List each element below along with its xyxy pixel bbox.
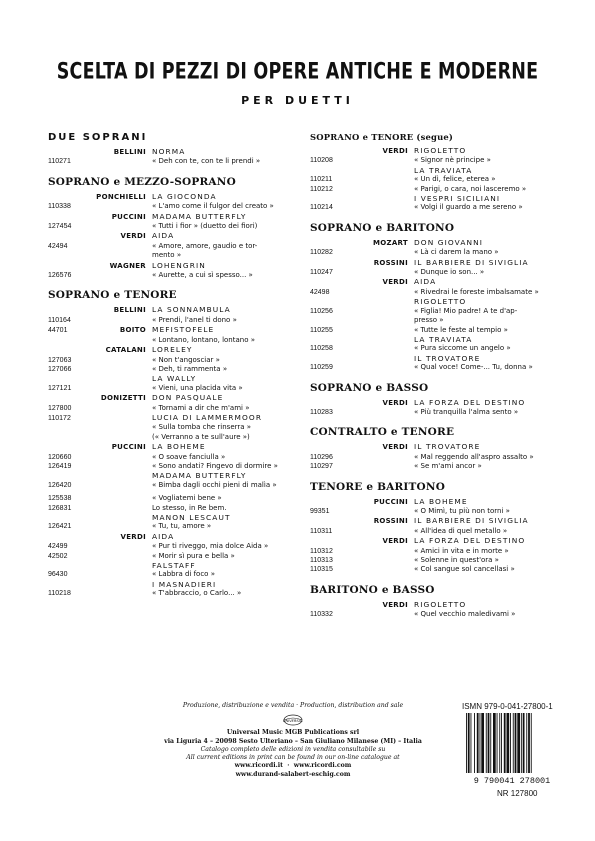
piece-title: « Signor nè principe » xyxy=(414,156,491,165)
opera-title: MADAMA BUTTERFLY xyxy=(152,471,247,481)
piece-row xyxy=(310,203,555,212)
composer-name: VERDI xyxy=(120,532,146,541)
piece-title: « Vieni, una placida vita » xyxy=(152,383,243,392)
piece-title: « Deh con te, con te li prendi » xyxy=(152,157,261,166)
piece-title: « Volgi il guardo a me sereno » xyxy=(414,203,523,212)
production-line: Produzione, distribuzione e vendita · Production, distribution and sale xyxy=(182,702,404,709)
catalog-number: 96430 xyxy=(48,571,68,579)
catalog-number: 110338 xyxy=(48,203,71,211)
piece-row xyxy=(48,365,288,374)
piece-title: « Morir sì pura e bella » xyxy=(152,551,235,560)
piece-title: « Quel vecchio maledivami » xyxy=(414,610,516,619)
opera-row xyxy=(48,513,288,522)
opera-title: LA BOHEME xyxy=(414,496,468,506)
catalog-number: 110311 xyxy=(310,527,333,535)
section-heading: SOPRANO e TENORE (segue) xyxy=(310,132,454,142)
section-heading: SOPRANO e BASSO xyxy=(310,381,429,394)
opera-title: IL BARBIERE DI SIVIGLIA xyxy=(414,257,529,267)
right-column xyxy=(310,128,555,620)
section-heading: SOPRANO e TENORE xyxy=(48,289,177,302)
catalog-number: 42499 xyxy=(48,543,68,551)
catalog-number: 110332 xyxy=(310,611,333,619)
catalog-number: 110313 xyxy=(310,557,333,564)
piece-row xyxy=(310,363,555,372)
catalog-number: 42498 xyxy=(310,288,330,296)
piece-row xyxy=(48,433,288,442)
page-subtitle: PER DUETTI xyxy=(241,94,354,107)
catalog-number: 110256 xyxy=(310,307,333,315)
opera-row xyxy=(48,471,288,480)
piece-title: « Deh, ti rammenta » xyxy=(152,364,228,373)
piece-row xyxy=(48,271,288,280)
opera-title: AIDA xyxy=(152,531,175,541)
piece-title: « L'amo come il fulgor del creato » xyxy=(152,202,274,211)
opera-row xyxy=(48,345,288,355)
opera-title: IL TROVATORE xyxy=(414,442,481,452)
opera-title: LORELEY xyxy=(152,345,193,355)
catalog-number: 127454 xyxy=(48,223,72,231)
opera-title: RIGOLETTO xyxy=(414,297,467,307)
piece-title: « Sulla tomba che rinserra » xyxy=(152,423,252,432)
piece-row xyxy=(310,453,555,462)
piece-row xyxy=(310,185,555,194)
catalog-number: 110164 xyxy=(48,316,71,324)
piece-row xyxy=(48,504,288,513)
opera-title: MEFISTOFELE xyxy=(152,325,215,335)
composer-name: DONIZETTI xyxy=(100,394,146,403)
composer-name: PUCCINI xyxy=(373,497,408,506)
opera-title: LA SONNAMBULA xyxy=(152,305,231,315)
barcode-icon xyxy=(462,713,562,785)
opera-title: LA BOHEME xyxy=(152,442,206,452)
piece-title: « Pura siccome un angelo » xyxy=(414,344,511,353)
ismn-code: ISMN 979-0-041-27800-1 xyxy=(462,702,553,711)
piece-row xyxy=(310,565,555,574)
piece-title: « All'idea di quel metallo » xyxy=(414,526,508,535)
catalog-number: 110315 xyxy=(310,566,333,574)
piece-title: « Parigi, o cara, noi lasceremo » xyxy=(414,184,527,193)
catalog-italian: Catalogo completo delle edizioni in vendita consultabile su xyxy=(200,745,386,753)
section-heading: TENORE e BARITONO xyxy=(310,480,446,493)
opera-row xyxy=(310,398,555,408)
piece-row xyxy=(48,589,288,598)
piece-title: « O soave fanciulla » xyxy=(152,452,226,461)
piece-row xyxy=(310,547,555,556)
opera-row xyxy=(310,536,555,546)
opera-row xyxy=(310,297,555,306)
composer-name: CATALANI xyxy=(105,346,146,355)
catalog-number: 110211 xyxy=(310,176,333,184)
piece-title: mento » xyxy=(152,251,182,260)
website-ricordi-com[interactable]: www.ricordi.com xyxy=(293,762,352,770)
piece-row xyxy=(310,527,555,536)
catalog-number: 127063 xyxy=(48,356,72,364)
opera-row xyxy=(48,580,288,589)
catalog-number: 110214 xyxy=(310,204,333,212)
opera-title: RIGOLETTO xyxy=(414,599,467,609)
piece-row xyxy=(310,556,555,565)
section-heading: SOPRANO e BARITONO xyxy=(310,221,455,234)
piece-row xyxy=(310,156,555,165)
piece-row xyxy=(48,316,288,325)
opera-title: I VESPRI SICILIANI xyxy=(414,194,501,204)
opera-row xyxy=(310,277,555,287)
catalog-number: 99351 xyxy=(310,507,330,515)
piece-row xyxy=(48,222,288,231)
opera-title: DON GIOVANNI xyxy=(414,237,484,247)
catalog-number: 110312 xyxy=(310,547,333,555)
opera-title: LA TRAVIATA xyxy=(414,165,473,175)
catalog-number: 126831 xyxy=(48,504,72,512)
piece-row xyxy=(48,462,288,471)
opera-row xyxy=(48,212,288,222)
opera-row xyxy=(310,194,555,203)
piece-title: « Tutti i fior » (duetto dei fiori) xyxy=(152,222,258,231)
publisher-address: via Liguria 4 – 20098 Sesto Ulteriano – San Giuliano Milanese (MI) – Italia xyxy=(164,737,422,745)
catalog-number: 126576 xyxy=(48,272,72,280)
opera-row xyxy=(48,442,288,452)
composer-name: VERDI xyxy=(120,232,146,241)
piece-row xyxy=(48,384,288,393)
piece-row xyxy=(48,157,288,166)
piece-title: (« Verranno a te sull'aure ») xyxy=(152,432,250,441)
piece-title: presso » xyxy=(414,316,444,325)
opera-row xyxy=(310,354,555,363)
piece-title: « Aurette, a cui sì spesso... » xyxy=(152,271,253,280)
catalog-number: 110259 xyxy=(310,364,333,372)
composer-name: PUCCINI xyxy=(111,443,146,452)
opera-title: NORMA xyxy=(152,147,186,156)
catalog-number: 42494 xyxy=(48,242,68,250)
piece-title: « Non t'angosciar » xyxy=(152,355,220,364)
piece-title: « Bimba dagli occhi pieni di malìa » xyxy=(152,480,277,489)
catalog-number: 110282 xyxy=(310,249,333,257)
composer-name: VERDI xyxy=(382,398,408,407)
opera-row xyxy=(48,261,288,271)
opera-title: LUCIA DI LAMMERMOOR xyxy=(152,412,263,422)
piece-row xyxy=(48,522,288,531)
publisher-name: Universal Music MGB Publications srl xyxy=(226,729,360,737)
piece-row xyxy=(310,610,555,619)
piece-row xyxy=(48,251,288,260)
opera-row xyxy=(48,393,288,403)
catalog-number: 127121 xyxy=(48,384,72,392)
piece-title: « Prendi, l'anel ti dono » xyxy=(152,315,237,324)
piece-title: « Labbra di foco » xyxy=(152,570,215,579)
section-heading: SOPRANO e MEZZO-SOPRANO xyxy=(48,175,236,188)
piece-title: « Col sangue sol cancellasi » xyxy=(414,565,515,574)
opera-title: LA FORZA DEL DESTINO xyxy=(414,536,526,546)
piece-row xyxy=(310,175,555,184)
opera-row xyxy=(310,516,555,526)
left-column xyxy=(48,128,288,599)
opera-row xyxy=(310,600,555,610)
piece-title: « Lontano, lontano, lontano » xyxy=(152,335,256,344)
piece-row xyxy=(48,552,288,561)
piece-title: « Tu, tu, amore » xyxy=(152,522,212,531)
piece-title: Lo stesso, in Re bem. xyxy=(152,503,227,512)
composer-name: VERDI xyxy=(382,278,408,287)
catalog-number: 110255 xyxy=(310,326,333,334)
piece-title: « Là ci darem la mano » xyxy=(414,248,499,257)
piece-title: « Vogliatemi bene » xyxy=(152,494,222,503)
piece-row xyxy=(48,242,288,251)
opera-title: LA GIOCONDA xyxy=(152,191,217,201)
publisher-footer xyxy=(148,702,438,779)
catalog-number: 120660 xyxy=(48,453,72,461)
piece-row xyxy=(48,356,288,365)
piece-row xyxy=(310,316,555,325)
composer-name: BELLINI xyxy=(113,306,146,315)
opera-row xyxy=(310,497,555,507)
opera-row xyxy=(48,231,288,241)
piece-title: « Tornami a dir che m'ami » xyxy=(152,403,250,412)
page-title: SCELTA DI PEZZI DI OPERE ANTICHE E MODERNE xyxy=(56,59,539,85)
catalog-english: All current editions in print can be found in our on-line catalogue at xyxy=(186,754,400,762)
piece-row xyxy=(48,404,288,413)
websites: www.ricordi.it · www.ricordi.com xyxy=(234,762,352,770)
composer-name: WAGNER xyxy=(109,261,146,270)
opera-row xyxy=(48,325,288,335)
opera-row xyxy=(48,561,288,570)
piece-title: « Un dì, felice, eterea » xyxy=(414,175,496,184)
opera-title: LOHENGRIN xyxy=(152,260,206,270)
composer-name: ROSSINI xyxy=(373,258,408,267)
piece-title: « Sono andati? Fingevo di dormire » xyxy=(152,461,278,470)
composer-name: VERDI xyxy=(382,443,408,452)
piece-title: « Più tranquilla l'alma sento » xyxy=(414,407,519,416)
piece-row xyxy=(48,570,288,579)
piece-row xyxy=(48,423,288,432)
piece-row xyxy=(48,494,288,503)
opera-row xyxy=(48,532,288,542)
catalog-number: 44701 xyxy=(48,327,68,335)
catalog-number: 110212 xyxy=(310,185,333,193)
piece-title: « Amore, amore, gaudio e tor- xyxy=(152,241,258,250)
piece-title: « Qual voce! Come-... Tu, donna » xyxy=(414,363,533,372)
section-heading: CONTRALTO e TENORE xyxy=(310,426,455,439)
composer-name: MOZART xyxy=(372,238,408,247)
catalog-number: 110283 xyxy=(310,408,333,416)
catalog-number: 42502 xyxy=(48,552,68,560)
piece-title: « O Mimì, tu più non torni » xyxy=(414,506,510,515)
composer-name: PUCCINI xyxy=(111,212,146,221)
opera-title: MADAMA BUTTERFLY xyxy=(152,211,247,221)
website-durand[interactable]: www.durand-salabert-eschig.com xyxy=(235,770,351,778)
piece-title: « Rivedrai le foreste imbalsamate » xyxy=(414,287,539,296)
opera-row xyxy=(48,413,288,423)
composer-name: PONCHIELLI xyxy=(96,192,146,201)
opera-title: I MASNADIERI xyxy=(152,579,217,589)
opera-row xyxy=(48,192,288,202)
piece-title: « Mal reggendo all'aspro assalto » xyxy=(414,452,534,461)
composer-name: VERDI xyxy=(382,537,408,546)
composer-name: BOITO xyxy=(119,326,146,335)
opera-row xyxy=(310,335,555,344)
piece-title: « Tutte le feste al tempio » xyxy=(414,325,508,334)
opera-title: AIDA xyxy=(152,231,175,241)
catalog-number: 110258 xyxy=(310,345,333,353)
piece-row xyxy=(310,462,555,471)
piece-row xyxy=(310,408,555,417)
section-heading: BARITONO e BASSO xyxy=(310,583,435,596)
opera-row xyxy=(310,166,555,175)
piece-row xyxy=(48,453,288,462)
opera-title: MANON LESCAUT xyxy=(152,513,231,522)
catalog-number: 110218 xyxy=(48,590,71,598)
opera-title: FALSTAFF xyxy=(152,561,196,571)
piece-row xyxy=(48,481,288,490)
opera-title: AIDA xyxy=(414,277,437,287)
opera-title: LA FORZA DEL DESTINO xyxy=(414,397,526,407)
opera-title: RIGOLETTO xyxy=(414,146,467,155)
opera-row xyxy=(310,442,555,452)
piece-row xyxy=(310,268,555,277)
section-heading: DUE SOPRANI xyxy=(48,132,148,143)
piece-row xyxy=(48,336,288,345)
catalog-number: 110271 xyxy=(48,158,71,166)
catalog-number: 110247 xyxy=(310,269,333,277)
catalog-number: 126421 xyxy=(48,523,72,531)
opera-title: LA TRAVIATA xyxy=(414,334,473,344)
piece-title: « Solenne in quest'ora » xyxy=(414,556,499,564)
catalog-number: 125538 xyxy=(48,495,72,503)
piece-title: « Dunque io son... » xyxy=(414,268,485,277)
opera-title: LA WALLY xyxy=(152,374,197,384)
catalog-number: 126420 xyxy=(48,481,72,489)
piece-title: « Figlia! Mio padre! A te d'ap- xyxy=(414,306,518,315)
piece-row xyxy=(48,202,288,211)
website-ricordi-it[interactable]: www.ricordi.it xyxy=(234,762,283,770)
catalog-number: 110208 xyxy=(310,157,333,165)
opera-title: DON PASQUALE xyxy=(152,393,224,403)
catalog-number: 127800 xyxy=(48,404,72,412)
piece-title: « T'abbraccio, o Carlo... » xyxy=(152,589,242,598)
piece-row xyxy=(310,288,555,297)
opera-row xyxy=(310,146,555,156)
opera-row xyxy=(310,258,555,268)
catalog-number: 110296 xyxy=(310,453,333,461)
piece-row xyxy=(310,344,555,353)
composer-name: VERDI xyxy=(382,600,408,609)
piece-row xyxy=(310,326,555,335)
opera-row xyxy=(48,374,288,383)
catalog-number: 127066 xyxy=(48,365,72,373)
catalog-number: 110297 xyxy=(310,463,333,471)
universal-logo xyxy=(258,713,328,727)
composer-name: ROSSINI xyxy=(373,517,408,526)
piece-row xyxy=(310,507,555,516)
piece-title: « Pur ti riveggo, mia dolce Aida » xyxy=(152,542,269,551)
piece-title: « Amici in vita e in morte » xyxy=(414,546,509,555)
opera-row xyxy=(310,238,555,248)
piece-row xyxy=(310,307,555,316)
opera-title: IL TROVATORE xyxy=(414,353,481,363)
universal-logo-text: UNIVERSAL xyxy=(282,719,304,724)
piece-title: « Se m'ami ancor » xyxy=(414,462,482,471)
opera-row xyxy=(48,147,288,157)
catalog-number: 110172 xyxy=(48,414,71,422)
catalog-number: NR 127800 xyxy=(497,789,538,798)
barcode-digits: 9 790041 278001 xyxy=(473,776,551,785)
catalog-number: 126419 xyxy=(48,462,72,470)
piece-row xyxy=(310,248,555,257)
opera-row xyxy=(48,305,288,315)
composer-name: VERDI xyxy=(382,147,408,155)
piece-row xyxy=(48,542,288,551)
opera-title: IL BARBIERE DI SIVIGLIA xyxy=(414,516,529,526)
composer-name: BELLINI xyxy=(113,148,146,156)
